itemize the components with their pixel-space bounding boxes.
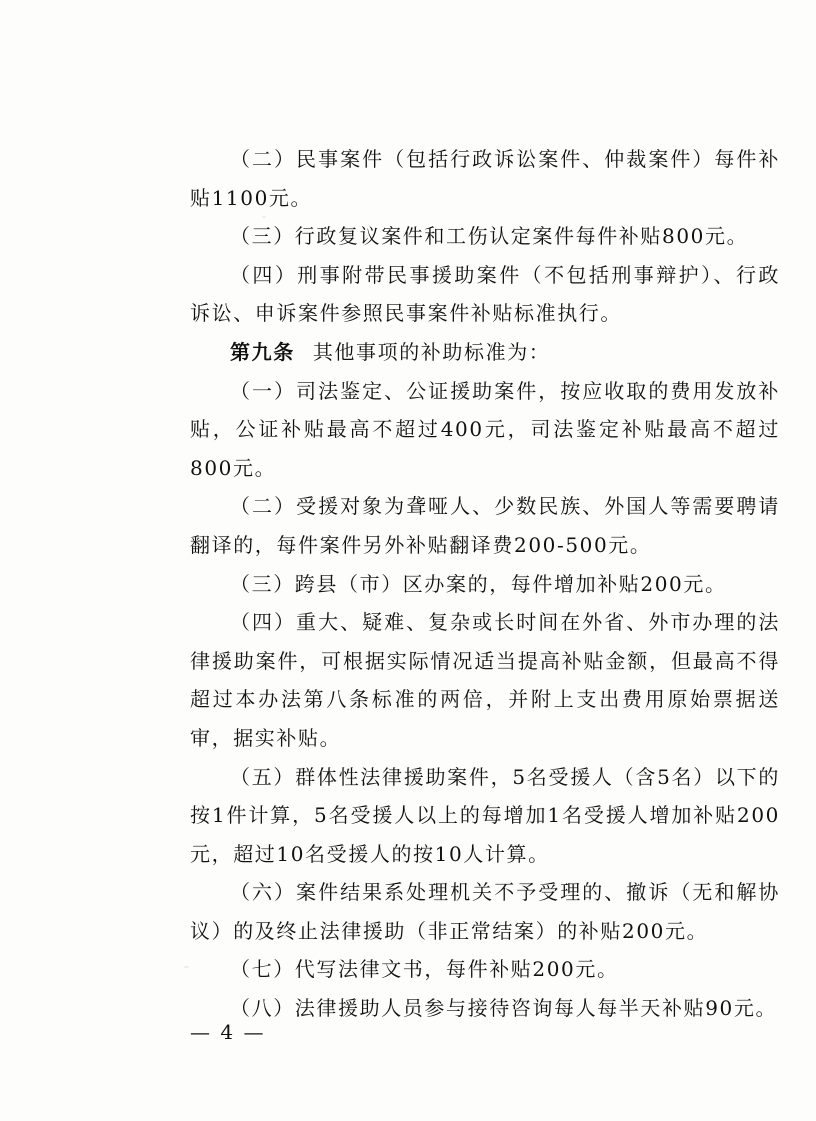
- paragraph-civil-cases: （二）民事案件（包括行政诉讼案件、仲裁案件）每件补贴1100元。: [190, 147, 780, 210]
- item-1-notary: （一）司法鉴定、公证援助案件，按应收取的费用发放补贴，公证补贴最高不超过400元，司法鉴定补贴最高不超过800元。: [190, 378, 780, 480]
- article-nine-label: 第九条: [230, 339, 295, 364]
- item-3-cross-county: （三）跨县（市）区办案的，每件增加补贴200元。: [230, 571, 727, 596]
- item-4-major-cases: （四）重大、疑难、复杂或长时间在外省、外市办理的法律援助案件，可根据实际情况适当提高补贴金额，但最高不得超过本办法第八条标准的两倍，并附上支出费用原始票据送审，据实补贴。: [190, 610, 780, 750]
- paragraph-criminal-civil-aid: （四）刑事附带民事援助案件（不包括刑事辩护）、行政诉讼、申诉案件参照民事案件补贴标准执行。: [190, 262, 780, 326]
- item-5-group-cases: （五）群体性法律援助案件，5名受援人（含5名）以下的按1件计算，5名受援人以上的每增加1名受援人增加补贴200元，超过10名受援人的按10人计算。: [190, 764, 780, 866]
- document-body: [190, 140, 780, 1028]
- paragraph-administrative-review: （三）行政复议案件和工伤认定案件每件补贴800元。: [230, 224, 749, 249]
- item-2-translation: （二）受援对象为聋哑人、少数民族、外国人等需要聘请翻译的，每件案件另外补贴翻译费200-500元。: [190, 494, 780, 557]
- page-number: — 4 —: [190, 1020, 266, 1044]
- item-6-dismissed-cases: （六）案件结果系处理机关不予受理的、撤诉（无和解协议）的及终止法律援助（非正常结案）的补贴200元。: [190, 880, 780, 943]
- article-nine-text: 其他事项的补助标准为：: [312, 339, 551, 364]
- scan-speck: [184, 966, 189, 968]
- item-7-legal-documents: （七）代写法律文书，每件补贴200元。: [230, 957, 619, 982]
- article-nine-heading: [190, 333, 780, 372]
- item-8-consultation: （八）法律援助人员参与接待咨询每人每半天补贴90元。: [230, 996, 778, 1021]
